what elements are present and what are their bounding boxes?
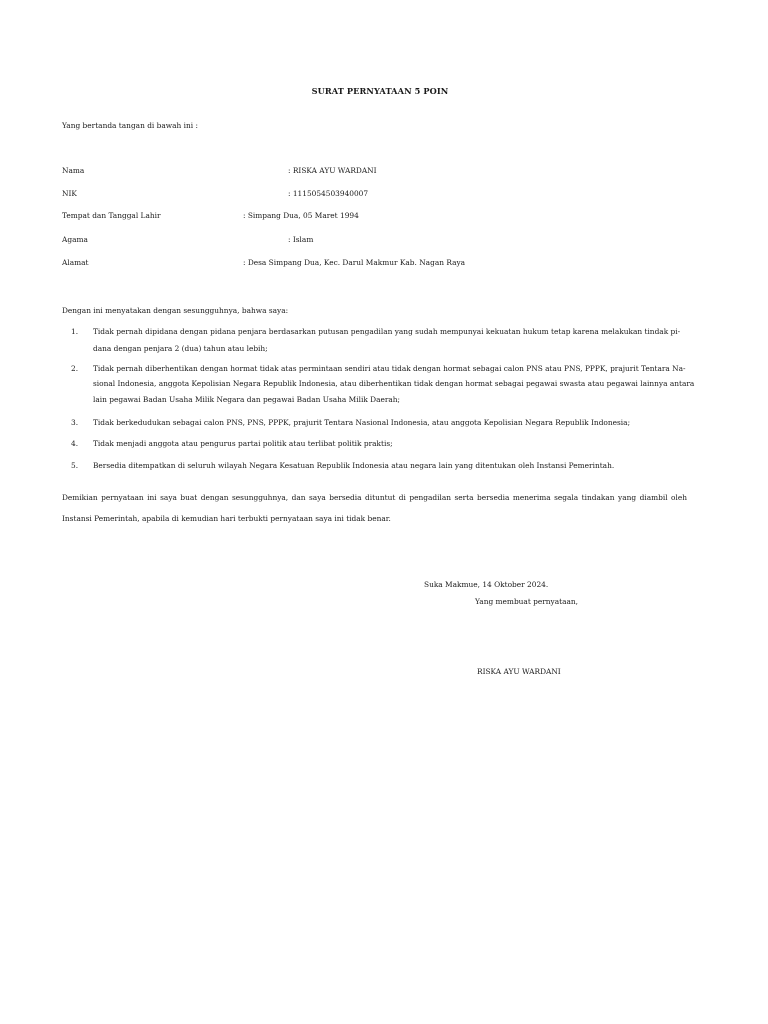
nama-value: : RISKA AYU WARDANI	[288, 166, 377, 175]
point-4-number: 4.	[71, 439, 79, 448]
point-2-line-2: sional Indonesia, anggota Kepolisian Negara Republik Indonesia, atau diberhentikan tidak dengan hormat sebagai pegawai swasta atau pegawai lainnya antara	[93, 379, 695, 388]
point-2-number: 2.	[71, 364, 79, 373]
alamat-value: : Desa Simpang Dua, Kec. Darul Makmur Kab. Nagan Raya	[243, 258, 466, 267]
point-5-line-1: Bersedia ditempatkan di seluruh wilayah Negara Kesatuan Republik Indonesia atau negara lain yang ditentukan oleh Instansi Pemerintah.	[93, 461, 615, 470]
statement-intro: Dengan ini menyatakan dengan sesungguhnya, bahwa saya:	[62, 306, 289, 315]
signature-role: Yang membuat pernyataan,	[475, 597, 579, 606]
closing-paragraph: Demikian pernyataan ini saya buat dengan sesungguhnya, dan saya bersedia dituntut di pengadilan serta bersedia menerima segala tindakan yang diambil oleh Instansi Pemerintah, apabila di kemudian hari terbukti pernyataan saya ini tidak benar.	[62, 493, 687, 523]
agama-value: : Islam	[288, 235, 314, 244]
intro-text: Yang bertanda tangan di bawah ini :	[62, 121, 198, 130]
point-2-line-1: Tidak pernah diberhentikan dengan hormat tidak atas permintaan sendiri atau tidak dengan hormat sebagai calon PNS atau PNS, PPPK, prajurit Tentara Na-	[93, 364, 686, 373]
point-4-line-1: Tidak menjadi anggota atau pengurus partai politik atau terlibat politik praktis;	[93, 439, 393, 448]
point-3-number: 3.	[71, 418, 79, 427]
nik-value: : 1115054503940007	[288, 189, 369, 198]
ttl-value: : Simpang Dua, 05 Maret 1994	[243, 211, 359, 220]
point-1-line-2: dana dengan penjara 2 (dua) tahun atau lebih;	[93, 344, 268, 353]
point-2-line-3: lain pegawai Badan Usaha Milik Negara dan pegawai Badan Usaha Milik Daerah;	[93, 395, 401, 404]
ttl-label: Tempat dan Tanggal Lahir	[62, 211, 161, 220]
agama-label: Agama	[62, 235, 88, 244]
signature-name: RISKA AYU WARDANI	[477, 667, 561, 676]
point-1-number: 1.	[71, 327, 79, 336]
document-title: SURAT PERNYATAAN 5 POIN	[311, 86, 449, 96]
point-1-line-1: Tidak pernah dipidana dengan pidana penjara berdasarkan putusan pengadilan yang sudah mempunyai kekuatan hukum tetap karena melakukan tindak pi-	[93, 327, 681, 336]
point-3-line-1: Tidak berkedudukan sebagai calon PNS, PNS, PPPK, prajurit Tentara Nasional Indonesia, atau anggota Kepolisian Negara Republik Indonesia;	[93, 418, 631, 427]
nama-label: Nama	[62, 166, 85, 175]
signature-place-date: Suka Makmue, 14 Oktober 2024.	[424, 580, 549, 589]
nik-label: NIK	[62, 189, 77, 198]
alamat-label: Alamat	[62, 258, 89, 267]
point-5-number: 5.	[71, 461, 79, 470]
